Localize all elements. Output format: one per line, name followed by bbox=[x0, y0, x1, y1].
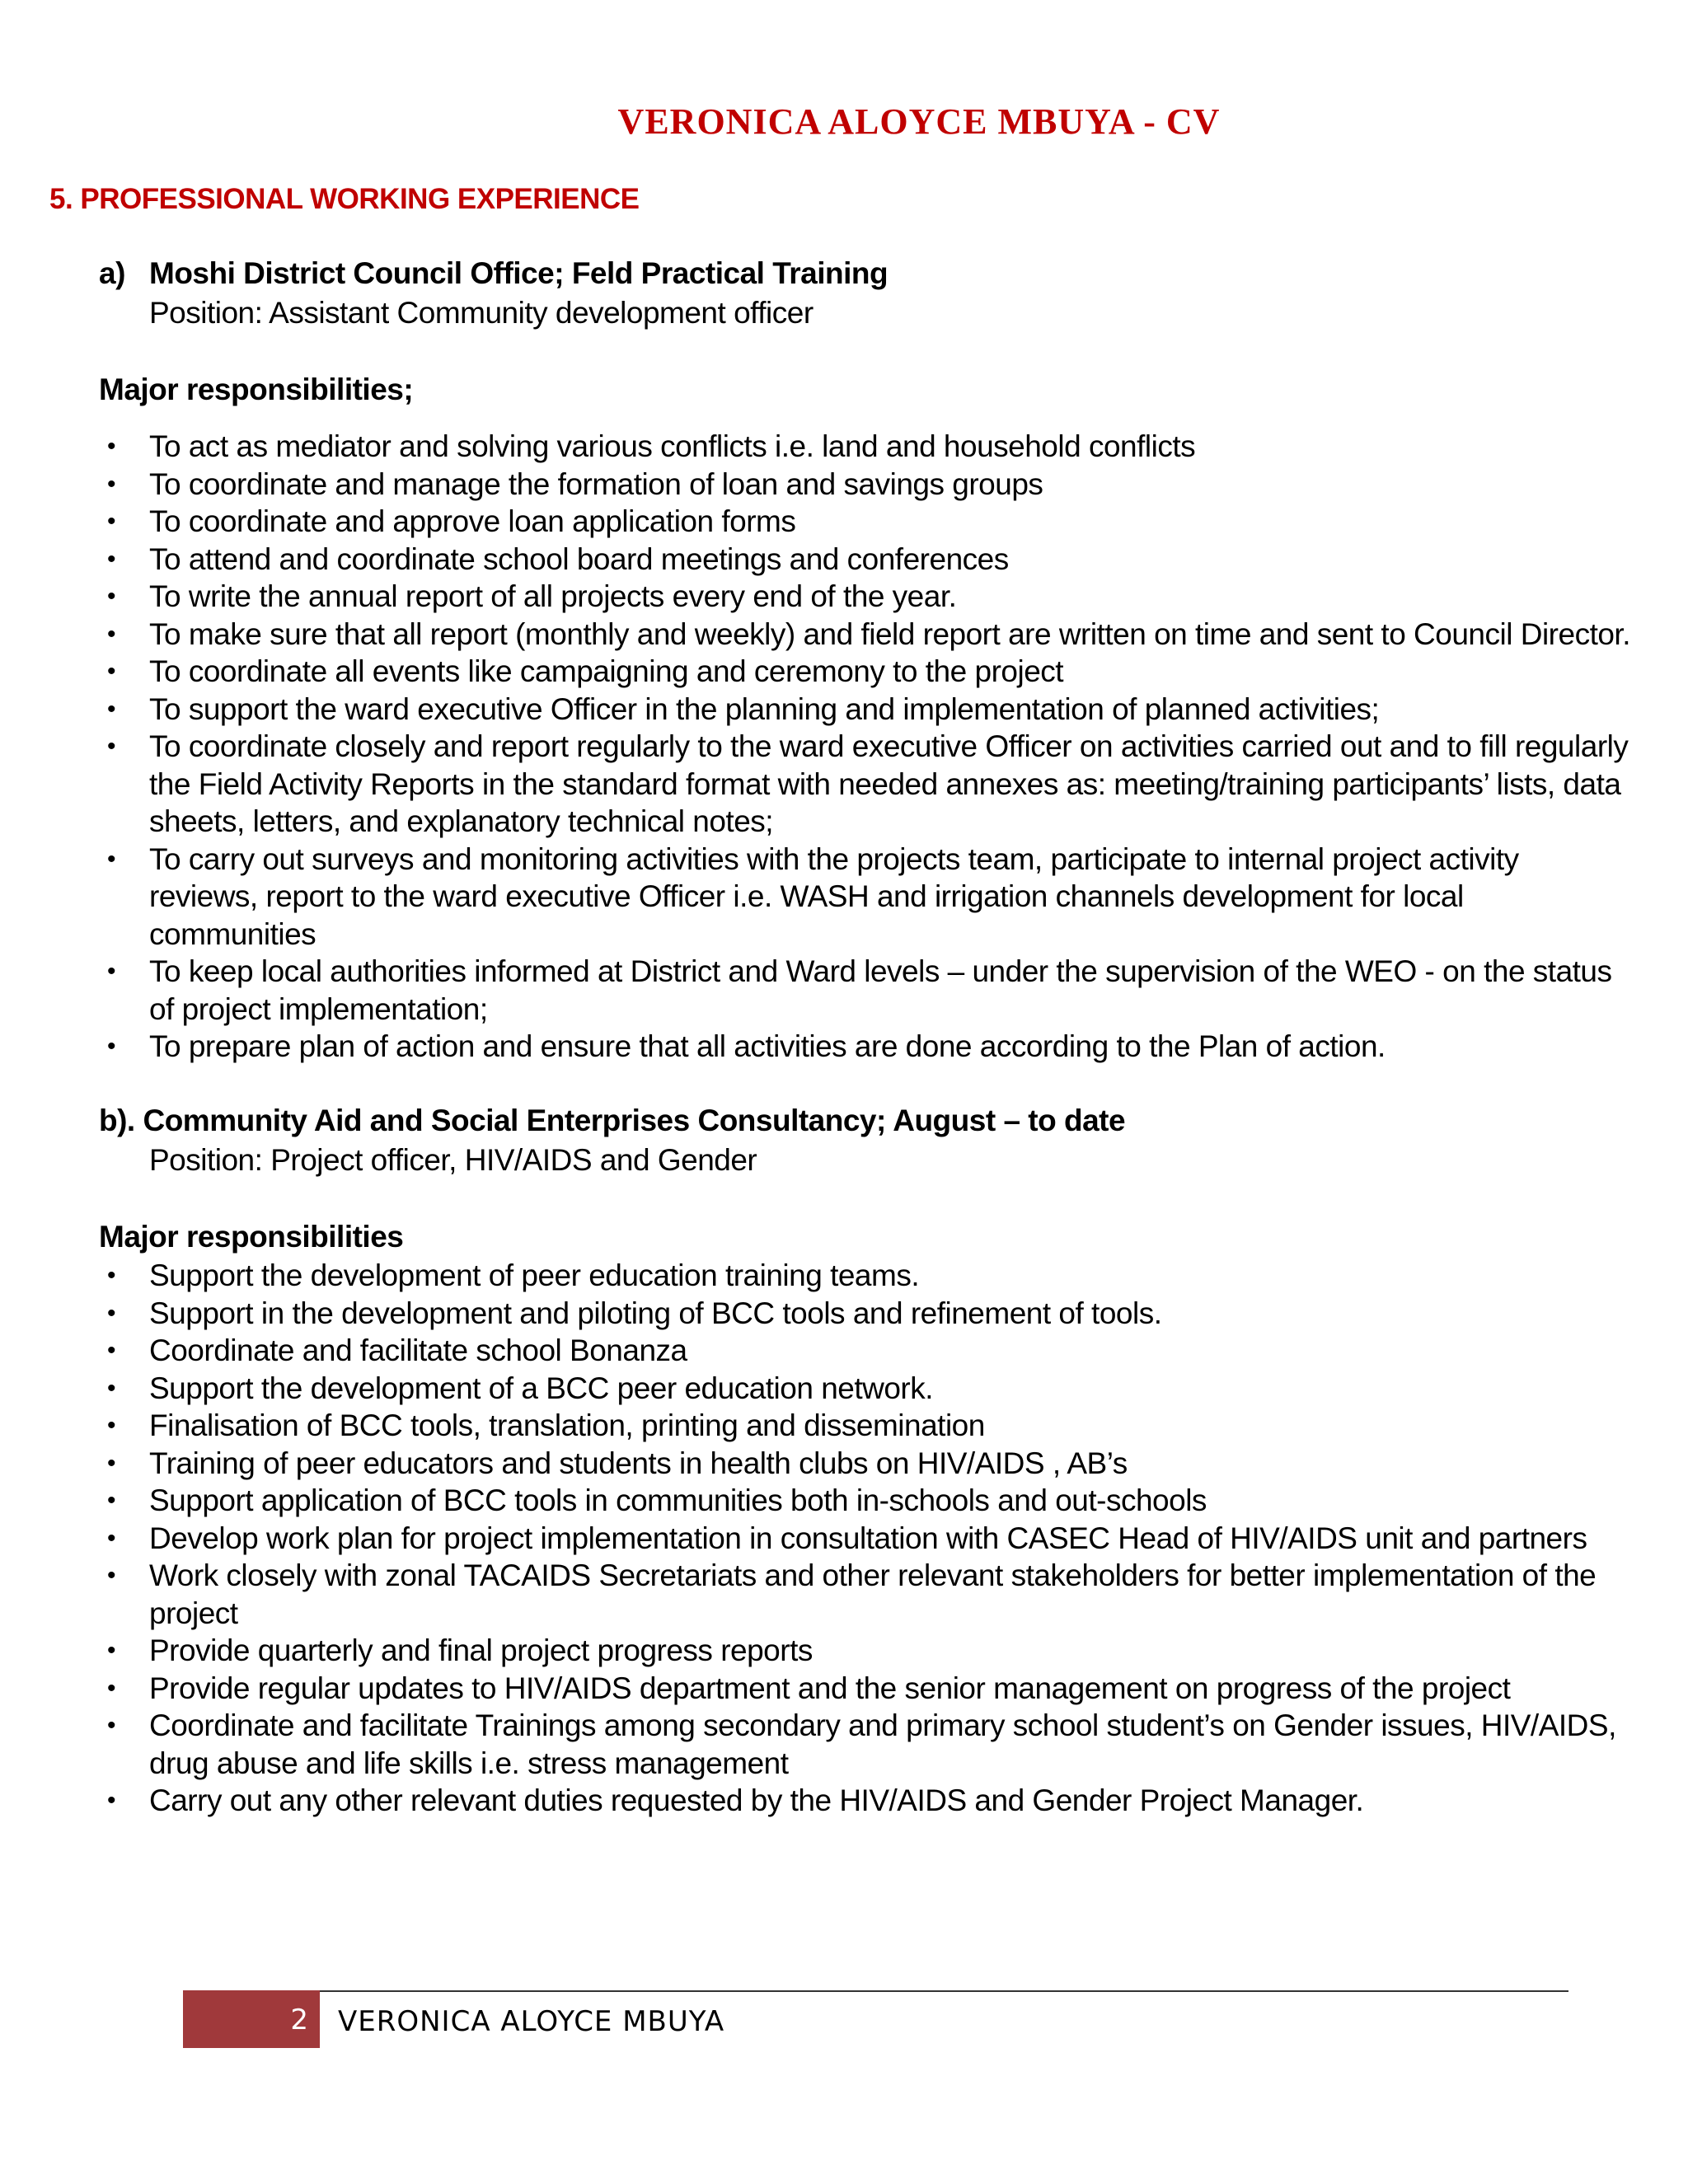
responsibility-item bbox=[99, 953, 1632, 1028]
responsibility-item bbox=[99, 1782, 1632, 1820]
responsibility-item bbox=[99, 616, 1632, 654]
responsibility-text: Support in the development and piloting of BCC tools and refinement of tools. bbox=[149, 1296, 1162, 1330]
bullet-icon: • bbox=[106, 1712, 115, 1739]
bullet-icon: • bbox=[106, 1449, 115, 1477]
responsibility-text: To write the annual report of all projects every end of the year. bbox=[149, 579, 957, 613]
responsibilities-heading: Major responsibilities; bbox=[99, 373, 414, 406]
responsibility-item bbox=[99, 541, 1632, 579]
bullet-icon: • bbox=[106, 1033, 115, 1060]
bullet-icon: • bbox=[106, 470, 115, 498]
responsibility-text: Finalisation of BCC tools, translation, printing and dissemination bbox=[149, 1408, 985, 1442]
job-entry-b bbox=[99, 1101, 1632, 1820]
responsibility-text: Support the development of peer education training teams. bbox=[149, 1258, 920, 1292]
responsibility-item bbox=[99, 728, 1632, 841]
responsibility-text: To attend and coordinate school board meetings and conferences bbox=[149, 541, 1009, 576]
responsibility-item bbox=[99, 841, 1632, 954]
footer-rule bbox=[320, 1990, 1568, 1992]
bullet-icon: • bbox=[106, 1562, 115, 1589]
responsibility-text: Work closely with zonal TACAIDS Secretariats and other relevant stakeholders for better implementation of the project bbox=[149, 1558, 1597, 1630]
responsibility-item bbox=[99, 578, 1632, 616]
responsibility-text: Develop work plan for project implementation in consultation with CASEC Head of HIV/AIDS unit and partners bbox=[149, 1521, 1587, 1555]
bullet-icon: • bbox=[106, 620, 115, 648]
bullet-icon: • bbox=[106, 508, 115, 535]
responsibility-text: To keep local authorities informed at District and Ward levels – under the supervision of the WEO - on the status of project implementation; bbox=[149, 954, 1612, 1026]
responsibility-item bbox=[99, 1028, 1632, 1066]
document-title: VERONICA ALOYCE MBUYA - CV bbox=[617, 101, 1221, 142]
job-title bbox=[99, 254, 1632, 293]
responsibility-item bbox=[99, 1707, 1632, 1782]
responsibility-item bbox=[99, 1295, 1632, 1333]
bullet-icon: • bbox=[106, 1337, 115, 1364]
responsibility-item bbox=[99, 1445, 1632, 1483]
responsibility-text: To act as mediator and solving various conflicts i.e. land and household conflicts bbox=[149, 429, 1196, 463]
footer-page-box bbox=[183, 1990, 320, 2048]
job-marker: a) bbox=[99, 256, 125, 290]
responsibilities-heading: Major responsibilities bbox=[99, 1220, 404, 1254]
responsibility-item bbox=[99, 1370, 1632, 1408]
job-position: Position: Project officer, HIV/AIDS and Gender bbox=[149, 1143, 757, 1177]
job-marker: b). bbox=[99, 1104, 135, 1137]
bullet-icon: • bbox=[106, 1637, 115, 1664]
responsibility-item bbox=[99, 1557, 1632, 1632]
responsibility-item bbox=[99, 691, 1632, 729]
responsibility-text: Carry out any other relevant duties requested by the HIV/AIDS and Gender Project Manager. bbox=[149, 1783, 1364, 1817]
bullet-icon: • bbox=[106, 1674, 115, 1702]
responsibility-text: Training of peer educators and students in health clubs on HIV/AIDS , AB’s bbox=[149, 1446, 1128, 1480]
bullet-icon: • bbox=[106, 1412, 115, 1439]
responsibility-item bbox=[99, 1670, 1632, 1708]
job-position: Position: Assistant Community development officer bbox=[149, 296, 814, 330]
bullet-icon: • bbox=[106, 433, 115, 460]
responsibility-text: To make sure that all report (monthly and weekly) and field report are written on time and sent to Council Director. bbox=[149, 616, 1630, 651]
responsibility-item bbox=[99, 653, 1632, 691]
responsibility-item bbox=[99, 466, 1632, 504]
bullet-icon: • bbox=[106, 1262, 115, 1289]
job-entry-a bbox=[99, 254, 1632, 1066]
responsibility-text: To coordinate and manage the formation of loan and savings groups bbox=[149, 466, 1043, 501]
responsibility-text: Coordinate and facilitate school Bonanza bbox=[149, 1333, 687, 1367]
bullet-icon: • bbox=[106, 1524, 115, 1552]
bullet-icon: • bbox=[106, 845, 115, 873]
responsibilities-list bbox=[99, 428, 1632, 1066]
bullet-icon: • bbox=[106, 958, 115, 985]
bullet-icon: • bbox=[106, 1299, 115, 1327]
responsibilities-list bbox=[99, 1257, 1632, 1820]
responsibility-text: Provide regular updates to HIV/AIDS department and the senior management on progress of the project bbox=[149, 1671, 1511, 1705]
responsibility-text: To coordinate and approve loan application forms bbox=[149, 504, 796, 538]
responsibility-item bbox=[99, 1257, 1632, 1295]
bullet-icon: • bbox=[106, 695, 115, 723]
responsibility-text: To support the ward executive Officer in the planning and implementation of planned activities; bbox=[149, 691, 1380, 726]
responsibility-item bbox=[99, 1332, 1632, 1370]
responsibility-item bbox=[99, 1520, 1632, 1558]
job-title-text: Community Aid and Social Enterprises Consultancy; August – to date bbox=[143, 1104, 1126, 1137]
responsibility-text: Provide quarterly and final project progress reports bbox=[149, 1633, 813, 1667]
bullet-icon: • bbox=[106, 545, 115, 573]
responsibility-text: To prepare plan of action and ensure that all activities are done according to the Plan of action. bbox=[149, 1029, 1386, 1063]
responsibility-text: To carry out surveys and monitoring activities with the projects team, participate to internal project activity reviews, report to the ward executive Officer i.e. WASH and irrigation channels development for local communities bbox=[149, 841, 1519, 951]
responsibility-text: To coordinate all events like campaigning and ceremony to the project bbox=[149, 654, 1064, 688]
responsibility-text: To coordinate closely and report regularly to the ward executive Officer on activities carried out and to fill regularly the Field Activity Reports in the standard format with needed annexes as: meeting/training participants’ lists, data sheets, letters, and explanatory technical notes; bbox=[149, 729, 1629, 838]
responsibility-item bbox=[99, 428, 1632, 466]
responsibility-item bbox=[99, 1407, 1632, 1445]
section-heading: 5. PROFESSIONAL WORKING EXPERIENCE bbox=[49, 183, 640, 215]
bullet-icon: • bbox=[106, 583, 115, 610]
bullet-icon: • bbox=[106, 733, 115, 760]
footer-name: VERONICA ALOYCE MBUYA bbox=[338, 2005, 725, 2038]
responsibility-text: Coordinate and facilitate Trainings among secondary and primary school student’s on Gender issues, HIV/AIDS, drug abuse and life skills i.e. stress management bbox=[149, 1708, 1616, 1780]
job-title-text: Moshi District Council Office; Feld Practical Training bbox=[149, 256, 889, 290]
responsibility-text: Support application of BCC tools in communities both in-schools and out-schools bbox=[149, 1483, 1207, 1517]
responsibility-item bbox=[99, 503, 1632, 541]
bullet-icon: • bbox=[106, 1487, 115, 1514]
responsibility-item bbox=[99, 1632, 1632, 1670]
responsibility-item bbox=[99, 1482, 1632, 1520]
bullet-icon: • bbox=[106, 1787, 115, 1814]
bullet-icon: • bbox=[106, 1374, 115, 1402]
responsibility-text: Support the development of a BCC peer education network. bbox=[149, 1371, 934, 1405]
job-title bbox=[99, 1101, 1632, 1141]
bullet-icon: • bbox=[106, 658, 115, 685]
page-number: 2 bbox=[290, 2004, 308, 2036]
